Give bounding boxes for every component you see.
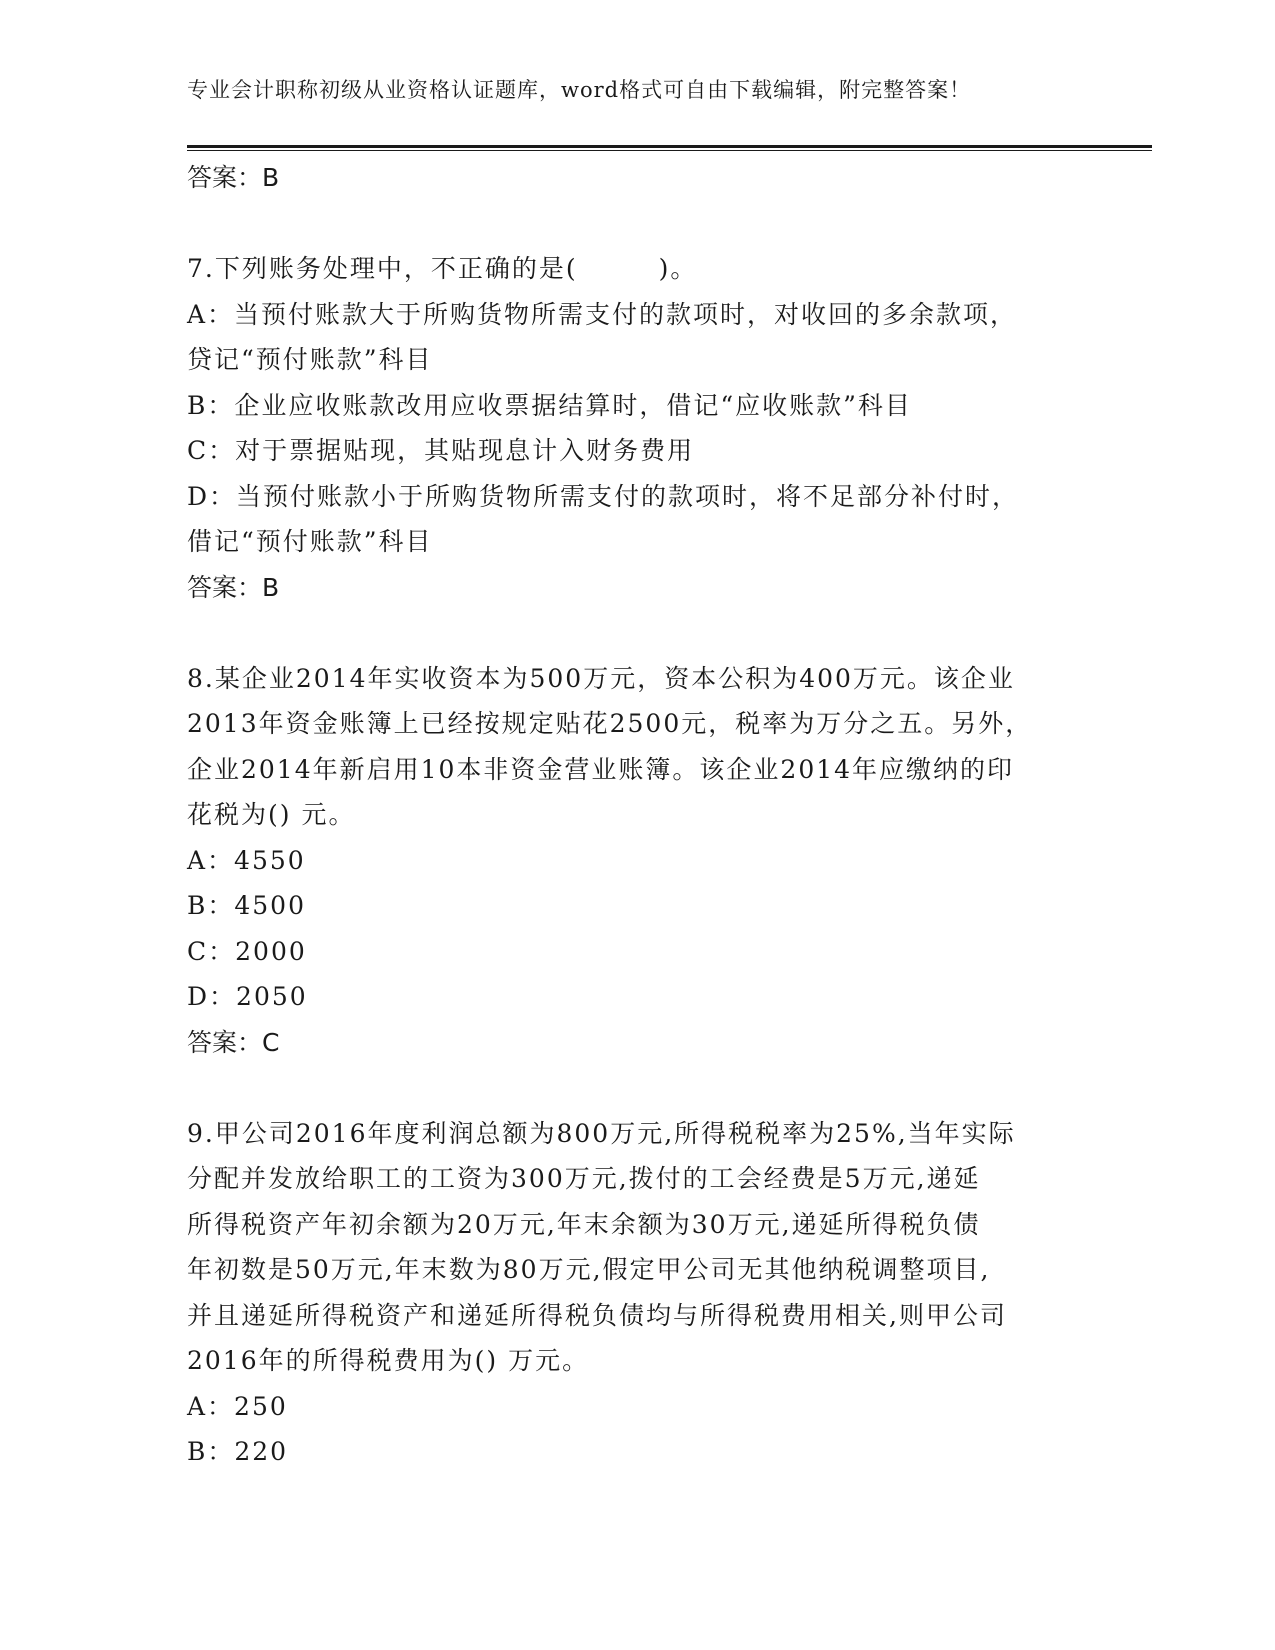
- page-header: 专业会计职称初级从业资格认证题库，word格式可自由下载编辑，附完整答案！: [187, 78, 972, 102]
- document-body: [187, 155, 1087, 1475]
- text-line: 借记“预付账款”科目: [187, 527, 433, 556]
- paragraph-gap: [187, 1065, 1087, 1111]
- text-line: 8.某企业2014年实收资本为500万元，资本公积为400万元。该企业: [187, 663, 1015, 693]
- text-line: 年初数是50万元,年末数为80万元,假定甲公司无其他纳税调整项目,: [187, 1255, 991, 1284]
- text-line: D：2050: [187, 982, 308, 1011]
- text-line: A：当预付账款大于所购货物所需支付的款项时，对收回的多余款项，: [187, 299, 1018, 329]
- text-line: 贷记“预付账款”科目: [187, 345, 433, 374]
- answer-line: 答案：C: [187, 1027, 280, 1057]
- text-line: C：2000: [187, 936, 307, 966]
- text-line: 并且递延所得税资产和递延所得税负债均与所得税费用相关,则甲公司: [187, 1300, 1007, 1330]
- text-line: 2016年的所得税费用为() 万元。: [187, 1346, 590, 1375]
- answer-line: 答案：B: [187, 163, 280, 192]
- paragraph-gap: [187, 610, 1087, 656]
- header-rule: [187, 145, 1152, 151]
- text-line: 企业2014年新启用10本非资金营业账簿。该企业2014年应缴纳的印: [187, 754, 1015, 784]
- text-line: B：220: [187, 1437, 289, 1466]
- text-line: D：当预付账款小于所购货物所需支付的款项时，将不足部分补付时，: [187, 481, 1020, 511]
- text-line: 9.甲公司2016年度利润总额为800万元,所得税税率为25%,当年实际: [187, 1118, 1016, 1148]
- text-line: 分配并发放给职工的工资为300万元,拨付的工会经费是5万元,递延: [187, 1164, 981, 1193]
- text-line: B：企业应收账款改用应收票据结算时，借记“应收账款”科目: [187, 390, 912, 420]
- text-line: 所得税资产年初余额为20万元,年末余额为30万元,递延所得税负债: [187, 1209, 981, 1239]
- answer-line: 答案：B: [187, 572, 280, 602]
- text-line: B：4500: [187, 891, 306, 920]
- text-line: A：4550: [187, 845, 306, 875]
- paragraph-gap: [187, 201, 1087, 247]
- text-line: 花税为() 元。: [187, 800, 356, 829]
- text-line: A：250: [187, 1391, 288, 1421]
- text-line: C：对于票据贴现，其贴现息计入财务费用: [187, 436, 695, 465]
- text-line: 2013年资金账簿上已经按规定贴花2500元，税率为万分之五。另外，: [187, 709, 1033, 738]
- text-line: 7.下列账务处理中，不正确的是( )。: [187, 254, 698, 283]
